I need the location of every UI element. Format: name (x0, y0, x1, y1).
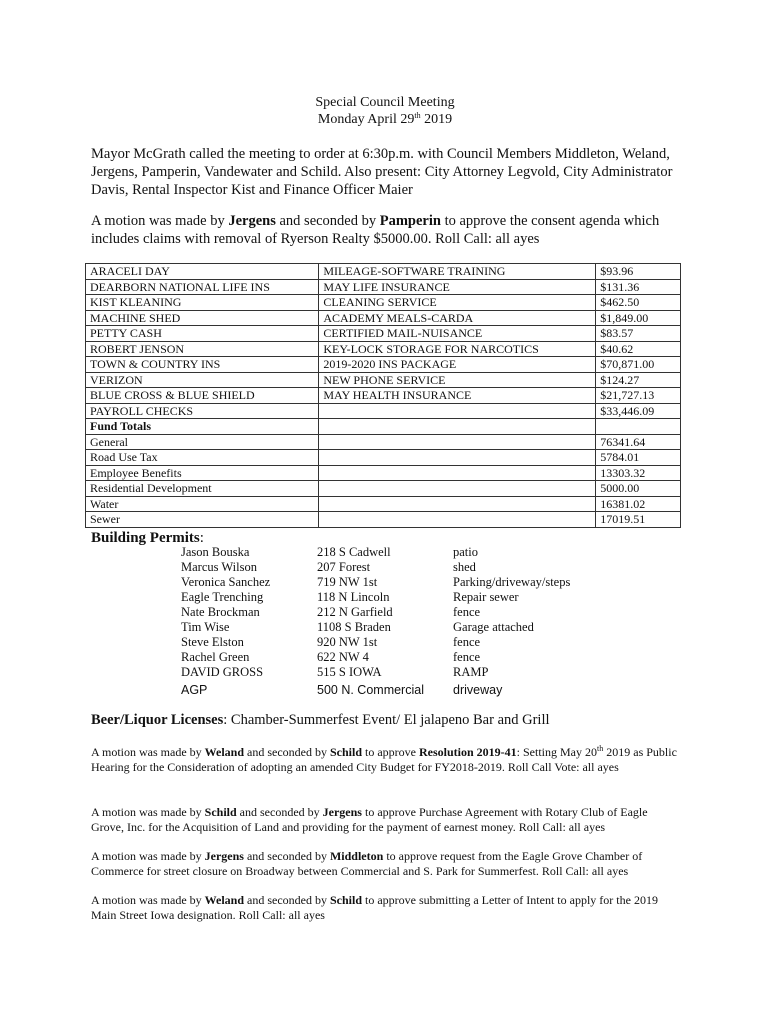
fund-amount: 76341.64 (596, 434, 681, 450)
claim-payee: PETTY CASH (86, 326, 319, 342)
permit-address: 218 S Cadwell (317, 545, 391, 559)
permit-type: RAMP (453, 665, 489, 679)
claim-payee: DEARBORN NATIONAL LIFE INS (86, 279, 319, 295)
claim-amount: $93.96 (596, 264, 681, 280)
claim-description: NEW PHONE SERVICE (319, 372, 596, 388)
fund-amount: 13303.32 (596, 465, 681, 481)
claim-amount: $124.27 (596, 372, 681, 388)
permit-address: 500 N. Commercial (317, 683, 424, 697)
permit-type: Parking/driveway/steps (453, 575, 571, 589)
claim-row (86, 326, 681, 342)
permit-name: Marcus Wilson (181, 560, 257, 574)
permit-row (181, 665, 593, 680)
fund-totals-label: Fund Totals (86, 419, 319, 435)
permit-address: 118 N Lincoln (317, 590, 390, 604)
permit-name: Eagle Trenching (181, 590, 264, 604)
fund-total-row (86, 496, 681, 512)
motion-purchase-agreement: A motion was made by Schild and seconded by Jergens to approve Purchase Agreement with Rotary Club of Eagle Grove, Inc. for the Acquisition of Land and providing for the payment of earnest money. Roll Call: all ayes (91, 805, 648, 834)
claim-row (86, 403, 681, 419)
claim-description (319, 403, 596, 419)
permit-type: fence (453, 650, 481, 664)
fund-total-row (86, 465, 681, 481)
claim-description: MAY HEALTH INSURANCE (319, 388, 596, 404)
permit-row (181, 590, 593, 605)
claim-description: CERTIFIED MAIL-NUISANCE (319, 326, 596, 342)
claim-description: KEY-LOCK STORAGE FOR NARCOTICS (319, 341, 596, 357)
claim-row (86, 388, 681, 404)
claim-amount: $33,446.09 (596, 403, 681, 419)
claim-row (86, 295, 681, 311)
claim-amount: $21,727.13 (596, 388, 681, 404)
call-to-order-paragraph: Mayor McGrath called the meeting to order at 6:30p.m. with Council Members Middleton, Weland, Jergens, Pamperin, Vandewater and Schild. Also present: City Attorney Legvold, City Administrator Davis, Rental Inspector Kist and Finance Officer Maier (91, 146, 673, 198)
claim-amount: $462.50 (596, 295, 681, 311)
building-permits-list (181, 545, 593, 700)
claim-row (86, 264, 681, 280)
meeting-title: Special Council Meeting (315, 95, 455, 110)
permit-name: AGP (181, 683, 208, 697)
claim-payee: VERIZON (86, 372, 319, 388)
fund-amount: 5000.00 (596, 481, 681, 497)
consent-agenda-motion: A motion was made by Jergens and seconded by Pamperin to approve the consent agenda which includes claims with removal of Ryerson Realty $5000.00. Roll Call: all ayes (91, 213, 660, 247)
claim-row (86, 357, 681, 373)
fund-amount: 17019.51 (596, 512, 681, 528)
permit-type: Repair sewer (453, 590, 519, 604)
fund-amount: 16381.02 (596, 496, 681, 512)
fund-total-row (86, 450, 681, 466)
permit-type: shed (453, 560, 476, 574)
permit-type: fence (453, 635, 481, 649)
claim-payee: PAYROLL CHECKS (86, 403, 319, 419)
permit-row (181, 620, 593, 635)
claim-description: MAY LIFE INSURANCE (319, 279, 596, 295)
beer-liquor-licenses: Beer/Liquor Licenses: Chamber-Summerfest Event/ El jalapeno Bar and Grill (91, 712, 550, 728)
fund-total-row (86, 512, 681, 528)
fund-name: Employee Benefits (86, 465, 319, 481)
claim-row (86, 279, 681, 295)
permit-address: 622 NW 4 (317, 650, 369, 664)
claim-row (86, 310, 681, 326)
permit-address: 719 NW 1st (317, 575, 378, 589)
claim-payee: BLUE CROSS & BLUE SHIELD (86, 388, 319, 404)
claim-amount: $70,871.00 (596, 357, 681, 373)
permit-address: 1108 S Braden (317, 620, 391, 634)
claims-table (85, 263, 681, 528)
permit-name: Nate Brockman (181, 605, 260, 619)
permit-row (181, 605, 593, 620)
fund-total-row (86, 434, 681, 450)
permit-address: 212 N Garfield (317, 605, 393, 619)
claim-row (86, 341, 681, 357)
permit-name: Tim Wise (181, 620, 230, 634)
meeting-date: Monday April 29th 2019 (317, 111, 453, 127)
permit-row (181, 680, 593, 700)
claim-description: MILEAGE-SOFTWARE TRAINING (319, 264, 596, 280)
fund-name: Water (86, 496, 319, 512)
permit-name: Steve Elston (181, 635, 244, 649)
motion-resolution-2019-41: A motion was made by Weland and seconded by Schild to approve Resolution 2019-41: Setting May 20th 2019 as Public Hearing for the Consideration of adopting an amended City Budget for FY2018-2019. Roll Call Vote: all ayes (91, 744, 677, 774)
permit-address: 207 Forest (317, 560, 371, 574)
fund-name: Road Use Tax (86, 450, 319, 466)
permit-address: 920 NW 1st (317, 635, 378, 649)
permit-address: 515 S IOWA (317, 665, 382, 679)
permit-row (181, 560, 593, 575)
permit-row (181, 635, 593, 650)
claim-payee: KIST KLEANING (86, 295, 319, 311)
fund-name: General (86, 434, 319, 450)
permit-type: driveway (453, 683, 503, 697)
permit-type: patio (453, 545, 478, 559)
fund-name: Sewer (86, 512, 319, 528)
claim-amount: $1,849.00 (596, 310, 681, 326)
fund-amount: 5784.01 (596, 450, 681, 466)
claims-table-body (86, 264, 681, 528)
permit-type: fence (453, 605, 481, 619)
claim-description: 2019-2020 INS PACKAGE (319, 357, 596, 373)
permit-row (181, 545, 593, 560)
motion-street-closure: A motion was made by Jergens and seconded by Middleton to approve request from the Eagle Grove Chamber of Commerce for street closure on Broadway between Commercial and S. Park for Summerfest. Roll Call: all ayes (91, 849, 643, 878)
claim-amount: $131.36 (596, 279, 681, 295)
permit-row (181, 575, 593, 590)
permit-name: Rachel Green (181, 650, 250, 664)
fund-totals-header-row (86, 419, 681, 435)
fund-name: Residential Development (86, 481, 319, 497)
claim-payee: ARACELI DAY (86, 264, 319, 280)
claim-payee: TOWN & COUNTRY INS (86, 357, 319, 373)
claim-payee: ROBERT JENSON (86, 341, 319, 357)
fund-total-row (86, 481, 681, 497)
permit-name: Jason Bouska (181, 545, 250, 559)
claim-description: ACADEMY MEALS-CARDA (319, 310, 596, 326)
claim-payee: MACHINE SHED (86, 310, 319, 326)
claim-description: CLEANING SERVICE (319, 295, 596, 311)
claim-amount: $83.57 (596, 326, 681, 342)
motion-main-street-iowa: A motion was made by Weland and seconded by Schild to approve submitting a Letter of Intent to apply for the 2019 Main Street Iowa designation. Roll Call: all ayes (91, 893, 658, 922)
permit-name: DAVID GROSS (181, 665, 264, 679)
claim-row (86, 372, 681, 388)
permit-row (181, 650, 593, 665)
claim-amount: $40.62 (596, 341, 681, 357)
permit-type: Garage attached (453, 620, 534, 634)
permit-name: Veronica Sanchez (181, 575, 271, 589)
building-permits-heading: Building Permits: (91, 530, 204, 546)
